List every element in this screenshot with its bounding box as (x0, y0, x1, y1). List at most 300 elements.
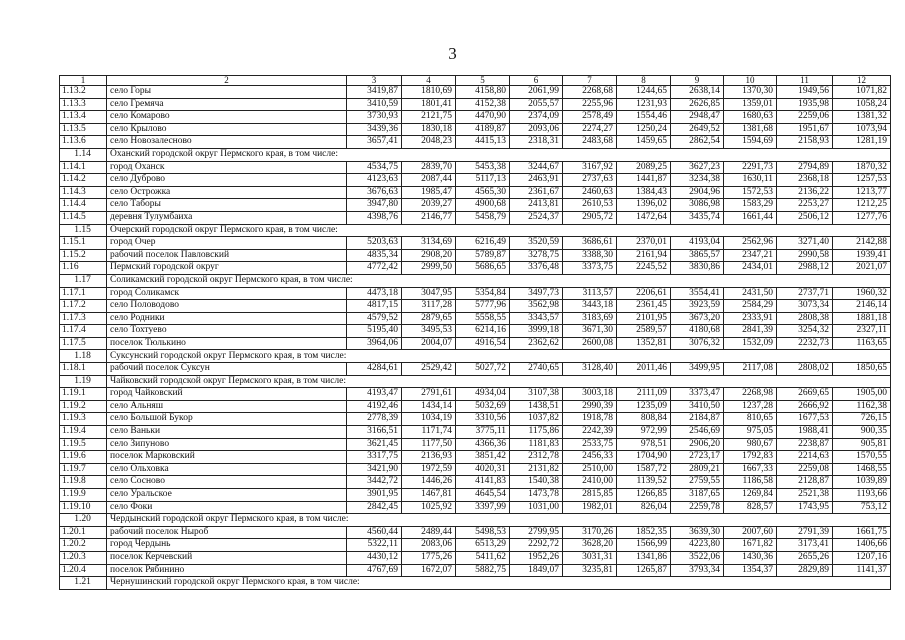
value-cell: 2737,71 (777, 287, 833, 300)
value-cell: 1396,02 (617, 199, 671, 212)
value-cell: 1446,26 (402, 476, 456, 489)
value-cell: 3621,45 (347, 438, 402, 451)
value-cell: 4934,04 (456, 388, 510, 401)
value-cell: 1775,26 (402, 551, 456, 564)
value-cell: 3244,67 (510, 161, 563, 174)
value-cell: 1677,53 (777, 413, 833, 426)
value-cell: 2374,09 (510, 111, 563, 124)
empty-cell (617, 274, 671, 287)
value-cell: 3317,75 (347, 451, 402, 464)
group-heading: Оханский городской округ Пермского края, в том числе: (107, 148, 617, 161)
value-cell: 3166,51 (347, 426, 402, 439)
value-cell: 3730,93 (347, 111, 402, 124)
value-cell: 1073,94 (833, 123, 891, 136)
settlement-name: рабочий поселок Павловский (107, 249, 347, 262)
table-row (60, 262, 891, 275)
value-cell: 2312,78 (510, 451, 563, 464)
value-cell: 4193,47 (347, 388, 402, 401)
value-cell: 2723,17 (671, 451, 724, 464)
value-cell: 2740,65 (510, 363, 563, 376)
value-cell: 1472,64 (617, 211, 671, 224)
value-cell: 5117,13 (456, 174, 510, 187)
value-cell: 2529,42 (402, 363, 456, 376)
table-row (60, 287, 891, 300)
settlement-name: село Зипуново (107, 438, 347, 451)
value-cell: 3107,38 (510, 388, 563, 401)
table-row (60, 438, 891, 451)
value-cell: 2489,44 (402, 526, 456, 539)
group-heading-row (60, 350, 891, 363)
value-cell: 1384,43 (617, 186, 671, 199)
value-cell: 3421,90 (347, 463, 402, 476)
value-cell: 2007,60 (724, 526, 777, 539)
value-cell: 2238,87 (777, 438, 833, 451)
value-cell: 2245,52 (617, 262, 671, 275)
value-cell: 4835,34 (347, 249, 402, 262)
column-header: 1 (60, 76, 107, 86)
settlement-name: поселок Тюлькино (107, 337, 347, 350)
value-cell: 2990,39 (563, 400, 617, 413)
settlement-name: село Таборы (107, 199, 347, 212)
row-code: 1.19.5 (60, 438, 107, 451)
value-cell: 3076,32 (671, 337, 724, 350)
value-cell: 2004,07 (402, 337, 456, 350)
value-cell: 3628,20 (563, 539, 617, 552)
value-cell: 4223,80 (671, 539, 724, 552)
table-row (60, 337, 891, 350)
value-cell: 4900,68 (456, 199, 510, 212)
value-cell: 2136,22 (777, 186, 833, 199)
value-cell: 2841,39 (724, 325, 777, 338)
value-cell: 1852,35 (617, 526, 671, 539)
value-cell: 3923,59 (671, 300, 724, 313)
table-body (60, 86, 891, 590)
value-cell: 1058,24 (833, 98, 891, 111)
table-row (60, 249, 891, 262)
settlement-name: город Чердынь (107, 539, 347, 552)
value-cell: 3499,95 (671, 363, 724, 376)
row-code: 1.17.3 (60, 312, 107, 325)
value-cell: 2253,27 (777, 199, 833, 212)
table-row (60, 388, 891, 401)
value-cell: 1341,86 (617, 551, 671, 564)
value-cell: 2121,75 (402, 111, 456, 124)
value-cell: 1193,66 (833, 489, 891, 502)
value-cell: 5882,75 (456, 564, 510, 577)
value-cell: 4473,18 (347, 287, 402, 300)
row-code: 1.20 (60, 514, 107, 527)
value-cell: 1960,32 (833, 287, 891, 300)
row-code: 1.13.5 (60, 123, 107, 136)
value-cell: 1918,78 (563, 413, 617, 426)
value-cell: 5453,38 (456, 161, 510, 174)
value-cell: 1661,75 (833, 526, 891, 539)
row-code: 1.20.2 (60, 539, 107, 552)
row-code: 1.13.6 (60, 136, 107, 149)
value-cell: 1354,37 (724, 564, 777, 577)
value-cell: 1952,26 (510, 551, 563, 564)
value-cell: 810,65 (724, 413, 777, 426)
value-cell: 2232,73 (777, 337, 833, 350)
settlement-name: город Оханск (107, 161, 347, 174)
row-code: 1.17 (60, 274, 107, 287)
column-header: 12 (833, 76, 891, 86)
value-cell: 1572,53 (724, 186, 777, 199)
page-number: 3 (448, 44, 457, 63)
value-cell: 2128,87 (777, 476, 833, 489)
empty-cell (724, 224, 777, 237)
settlement-name: город Соликамск (107, 287, 347, 300)
value-cell: 2562,96 (724, 237, 777, 250)
value-cell: 1244,65 (617, 86, 671, 99)
table-row (60, 300, 891, 313)
empty-cell (724, 350, 777, 363)
row-code: 1.19.4 (60, 426, 107, 439)
value-cell: 3343,57 (510, 312, 563, 325)
value-cell: 1935,98 (777, 98, 833, 111)
empty-cell (833, 224, 891, 237)
value-cell: 2791,61 (402, 388, 456, 401)
value-cell: 1175,86 (510, 426, 563, 439)
value-cell: 1870,32 (833, 161, 891, 174)
value-cell: 2655,26 (777, 551, 833, 564)
empty-cell (777, 375, 833, 388)
empty-cell (777, 224, 833, 237)
value-cell: 4158,80 (456, 86, 510, 99)
value-cell: 2048,23 (402, 136, 456, 149)
value-cell: 2259,08 (777, 463, 833, 476)
value-cell: 3947,80 (347, 199, 402, 212)
value-cell: 1630,11 (724, 174, 777, 187)
settlement-name: город Очер (107, 237, 347, 250)
column-header: 6 (510, 76, 563, 86)
group-heading: Чернушинский городской округ Пермского края, в том числе: (107, 577, 617, 590)
value-cell: 3901,95 (347, 489, 402, 502)
settlement-name: село Гремяча (107, 98, 347, 111)
value-cell: 2626,85 (671, 98, 724, 111)
value-cell: 2578,49 (563, 111, 617, 124)
value-cell: 2146,14 (833, 300, 891, 313)
value-cell: 2268,68 (563, 86, 617, 99)
empty-cell (617, 148, 671, 161)
settlement-name: село Сосново (107, 476, 347, 489)
value-cell: 1381,68 (724, 123, 777, 136)
value-cell: 2666,92 (777, 400, 833, 413)
value-cell: 3443,18 (563, 300, 617, 313)
value-cell: 4579,52 (347, 312, 402, 325)
value-cell: 2061,99 (510, 86, 563, 99)
group-heading-row (60, 577, 891, 590)
value-cell: 2456,33 (563, 451, 617, 464)
value-cell: 2906,20 (671, 438, 724, 451)
value-cell: 2589,57 (617, 325, 671, 338)
row-code: 1.18 (60, 350, 107, 363)
row-code: 1.14.4 (60, 199, 107, 212)
value-cell: 2011,46 (617, 363, 671, 376)
value-cell: 5032,69 (456, 400, 510, 413)
value-cell: 2362,62 (510, 337, 563, 350)
value-cell: 4141,83 (456, 476, 510, 489)
empty-cell (724, 514, 777, 527)
value-cell: 3676,63 (347, 186, 402, 199)
value-cell: 1473,78 (510, 489, 563, 502)
value-cell: 2327,11 (833, 325, 891, 338)
group-heading: Соликамский городской округ Пермского края, в том числе: (107, 274, 617, 287)
row-code: 1.19.7 (60, 463, 107, 476)
value-cell: 1250,24 (617, 123, 671, 136)
value-cell: 1881,18 (833, 312, 891, 325)
settlement-name: село Родники (107, 312, 347, 325)
table-row (60, 123, 891, 136)
value-cell: 1181,83 (510, 438, 563, 451)
row-code: 1.19 (60, 375, 107, 388)
value-cell: 1566,99 (617, 539, 671, 552)
value-cell: 978,51 (617, 438, 671, 451)
value-cell: 1370,30 (724, 86, 777, 99)
value-cell: 2117,08 (724, 363, 777, 376)
row-code: 1.16 (60, 262, 107, 275)
empty-cell (833, 148, 891, 161)
value-cell: 2021,07 (833, 262, 891, 275)
value-cell: 1810,69 (402, 86, 456, 99)
value-cell: 5203,63 (347, 237, 402, 250)
value-cell: 1554,46 (617, 111, 671, 124)
empty-cell (671, 375, 724, 388)
table-row (60, 400, 891, 413)
row-code: 1.20.1 (60, 526, 107, 539)
empty-cell (671, 350, 724, 363)
value-cell: 1939,41 (833, 249, 891, 262)
settlement-name: село Новозалесново (107, 136, 347, 149)
table-row (60, 463, 891, 476)
value-cell: 2101,95 (617, 312, 671, 325)
value-cell: 3397,99 (456, 501, 510, 514)
empty-cell (777, 514, 833, 527)
value-cell: 4189,87 (456, 123, 510, 136)
table-row (60, 98, 891, 111)
value-cell: 2268,98 (724, 388, 777, 401)
value-cell: 6513,29 (456, 539, 510, 552)
value-cell: 2999,50 (402, 262, 456, 275)
value-cell: 3435,74 (671, 211, 724, 224)
value-cell: 2799,95 (510, 526, 563, 539)
table-row (60, 501, 891, 514)
value-cell: 6214,16 (456, 325, 510, 338)
empty-cell (671, 274, 724, 287)
empty-cell (777, 148, 833, 161)
value-cell: 2087,44 (402, 174, 456, 187)
value-cell: 3419,87 (347, 86, 402, 99)
empty-cell (724, 375, 777, 388)
value-cell: 1661,44 (724, 211, 777, 224)
column-header: 3 (347, 76, 402, 86)
empty-cell (617, 350, 671, 363)
value-cell: 1430,36 (724, 551, 777, 564)
value-cell: 3442,72 (347, 476, 402, 489)
value-cell: 1207,16 (833, 551, 891, 564)
value-cell: 4123,63 (347, 174, 402, 187)
value-cell: 2434,01 (724, 262, 777, 275)
row-code: 1.15.2 (60, 249, 107, 262)
value-cell: 5458,79 (456, 211, 510, 224)
value-cell: 2111,09 (617, 388, 671, 401)
column-header-row (60, 76, 891, 86)
table-row (60, 111, 891, 124)
settlement-name: село Острожка (107, 186, 347, 199)
value-cell: 1406,66 (833, 539, 891, 552)
value-cell: 1949,56 (777, 86, 833, 99)
value-cell: 3310,56 (456, 413, 510, 426)
row-code: 1.19.3 (60, 413, 107, 426)
empty-cell (777, 274, 833, 287)
value-cell: 1667,33 (724, 463, 777, 476)
table-row (60, 161, 891, 174)
value-cell: 1988,41 (777, 426, 833, 439)
value-cell: 1141,37 (833, 564, 891, 577)
value-cell: 1034,19 (402, 413, 456, 426)
value-cell: 1438,51 (510, 400, 563, 413)
empty-cell (671, 224, 724, 237)
value-cell: 3410,50 (671, 400, 724, 413)
row-code: 1.21 (60, 577, 107, 590)
row-code: 1.19.9 (60, 489, 107, 502)
value-cell: 3793,34 (671, 564, 724, 577)
value-cell: 2089,25 (617, 161, 671, 174)
settlement-name: село Альняш (107, 400, 347, 413)
value-cell: 2431,50 (724, 287, 777, 300)
settlement-name: село Крылово (107, 123, 347, 136)
value-cell: 3522,06 (671, 551, 724, 564)
value-cell: 1281,19 (833, 136, 891, 149)
value-cell: 1587,72 (617, 463, 671, 476)
value-cell: 3495,53 (402, 325, 456, 338)
value-cell: 726,15 (833, 413, 891, 426)
value-cell: 1583,29 (724, 199, 777, 212)
value-cell: 3686,61 (563, 237, 617, 250)
value-cell: 1031,00 (510, 501, 563, 514)
value-cell: 5686,65 (456, 262, 510, 275)
value-cell: 1025,92 (402, 501, 456, 514)
value-cell: 2142,88 (833, 237, 891, 250)
table-row (60, 174, 891, 187)
value-cell: 3673,20 (671, 312, 724, 325)
value-cell: 1277,76 (833, 211, 891, 224)
value-cell: 4916,54 (456, 337, 510, 350)
value-cell: 2990,58 (777, 249, 833, 262)
value-cell: 2368,18 (777, 174, 833, 187)
value-cell: 3086,98 (671, 199, 724, 212)
value-cell: 3376,48 (510, 262, 563, 275)
value-cell: 4415,13 (456, 136, 510, 149)
value-cell: 4366,36 (456, 438, 510, 451)
value-cell: 5789,87 (456, 249, 510, 262)
value-cell: 3439,36 (347, 123, 402, 136)
group-heading-row (60, 224, 891, 237)
value-cell: 1266,85 (617, 489, 671, 502)
value-cell: 1792,83 (724, 451, 777, 464)
value-cell: 3497,73 (510, 287, 563, 300)
value-cell: 2206,61 (617, 287, 671, 300)
table-row (60, 413, 891, 426)
table-row (60, 526, 891, 539)
value-cell: 980,67 (724, 438, 777, 451)
table-row (60, 489, 891, 502)
column-header: 7 (563, 76, 617, 86)
value-cell: 5027,72 (456, 363, 510, 376)
row-code: 1.14 (60, 148, 107, 161)
value-cell: 1468,55 (833, 463, 891, 476)
value-cell: 1985,47 (402, 186, 456, 199)
value-cell: 900,35 (833, 426, 891, 439)
value-cell: 972,99 (617, 426, 671, 439)
empty-cell (617, 375, 671, 388)
value-cell: 5195,40 (347, 325, 402, 338)
table-row (60, 426, 891, 439)
column-header: 9 (671, 76, 724, 86)
row-code: 1.19.6 (60, 451, 107, 464)
value-cell: 2759,55 (671, 476, 724, 489)
value-cell: 1434,14 (402, 400, 456, 413)
value-cell: 3999,18 (510, 325, 563, 338)
value-cell: 3173,41 (777, 539, 833, 552)
value-cell: 3657,41 (347, 136, 402, 149)
value-cell: 3520,59 (510, 237, 563, 250)
value-cell: 4817,15 (347, 300, 402, 313)
value-cell: 1231,93 (617, 98, 671, 111)
settlement-name: рабочий поселок Суксун (107, 363, 347, 376)
value-cell: 3373,47 (671, 388, 724, 401)
value-cell: 4470,90 (456, 111, 510, 124)
value-cell: 1212,25 (833, 199, 891, 212)
value-cell: 2083,06 (402, 539, 456, 552)
value-cell: 3373,75 (563, 262, 617, 275)
settlement-name: Пермский городской округ (107, 262, 347, 275)
value-cell: 1269,84 (724, 489, 777, 502)
value-cell: 4020,31 (456, 463, 510, 476)
row-code: 1.15 (60, 224, 107, 237)
value-cell: 1186,58 (724, 476, 777, 489)
settlement-name: поселок Марковский (107, 451, 347, 464)
empty-cell (833, 375, 891, 388)
empty-cell (617, 514, 671, 527)
value-cell: 2808,02 (777, 363, 833, 376)
value-cell: 1039,89 (833, 476, 891, 489)
value-cell: 3964,06 (347, 337, 402, 350)
value-cell: 826,04 (617, 501, 671, 514)
value-cell: 1171,74 (402, 426, 456, 439)
value-cell: 2463,91 (510, 174, 563, 187)
empty-cell (617, 577, 671, 590)
value-cell: 1801,41 (402, 98, 456, 111)
value-cell: 4284,61 (347, 363, 402, 376)
value-cell: 4772,42 (347, 262, 402, 275)
column-header: 10 (724, 76, 777, 86)
value-cell: 1951,67 (777, 123, 833, 136)
value-cell: 975,05 (724, 426, 777, 439)
value-cell: 4767,69 (347, 564, 402, 577)
table-row (60, 186, 891, 199)
table-row (60, 451, 891, 464)
value-cell: 3187,65 (671, 489, 724, 502)
empty-cell (833, 577, 891, 590)
empty-cell (671, 148, 724, 161)
value-cell: 2908,20 (402, 249, 456, 262)
value-cell: 3639,30 (671, 526, 724, 539)
table-row (60, 363, 891, 376)
row-code: 1.19.2 (60, 400, 107, 413)
settlement-name: село Ваньки (107, 426, 347, 439)
row-code: 1.15.1 (60, 237, 107, 250)
